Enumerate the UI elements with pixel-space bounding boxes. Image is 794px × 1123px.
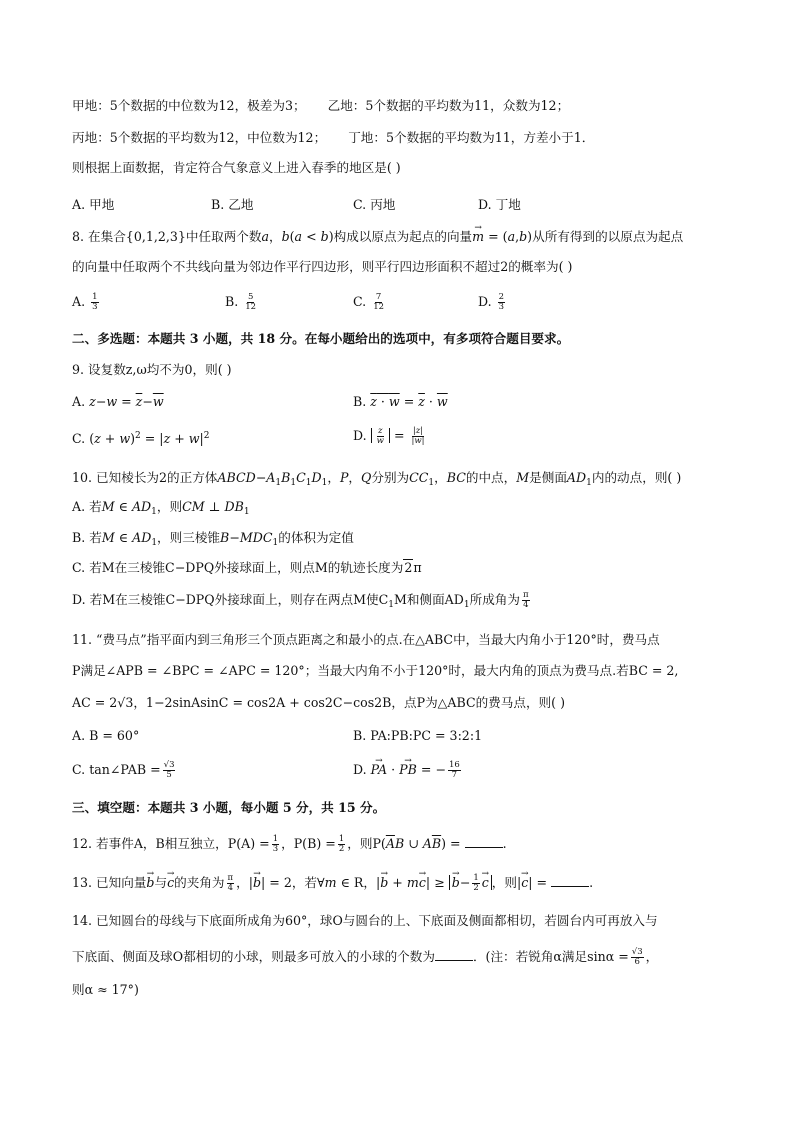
location-yi-condition: 乙地：5个数据的平均数为11，众数为12； — [327, 98, 570, 113]
q10-option-a: A. 若M ∈ $AD_1$，则CM ⊥ $DB_1$ — [72, 499, 250, 517]
q8-vector-m: → m — [472, 227, 484, 247]
q8-line-2: 的向量中任取两个不共线向量为邻边作平行四边形，则平行四边形面积不超过2的概率为( ) — [72, 259, 573, 274]
q9-option-b: B. $z \cdot w = \overline{z} \cdot \overline{w}$ — [353, 394, 448, 409]
q7-stem-line-1 — [72, 96, 569, 116]
q12-answer-blank[interactable] — [465, 835, 503, 848]
q8-text-part-3: 从所有得到的以原点为起点 — [532, 229, 684, 244]
q8-text-part-2: 构成以原点为起点的向量 — [333, 229, 473, 244]
q12-stem: 12. 若事件A，B相互独立，P(A) = $\frac{1}{3}$ ，P(B) = $\frac{1}{2}$ ，则$P(\overline{A}B$ ∪ $A\overline{B}$) = . — [72, 834, 507, 854]
q7-option-d: D. 丁地 — [478, 197, 521, 212]
q10-option-d: D. 若M在三棱锥C−DPQ外接球面上，则存在两点M使$C_1M$和侧面$AD_1$所成角为 $\frac{\pi}{4}$ — [72, 590, 529, 610]
q8-option-a: A. $\frac{1}{3}$ — [72, 292, 98, 312]
q14-answer-blank[interactable] — [435, 948, 473, 961]
q9-option-d: D. $\frac{z}{w}$ = $\frac{|z|}{|w|}$ — [353, 426, 425, 446]
q11-option-c: C. tan∠PAB = $\frac{√3}{5}$ — [72, 760, 175, 780]
q11-option-b: B. PA:PB:PC = 3:2:1 — [353, 728, 483, 743]
q9-option-c: C. $(z + w)^2 = |z + w|^2$ — [72, 431, 210, 446]
q14-stem-line-3: 则α ≈ 17°) — [72, 982, 139, 997]
q13-stem: 13. 已知向量→ b与→ c的夹角为 $\frac{\pi}{4}$ ，|→ b| = 2，若∀m ∈ R，|→ b + m→ c| ≥ → b− $\frac{1}{2}$ → c ，则|→ c| = . — [72, 873, 593, 893]
q10-text-3: 的中点， — [465, 470, 517, 485]
q11-stem-line-1: 11. “费马点”指平面内到三角形三个顶点距离之和最小的点.在△ABC中，当最大内角小于120°时，费马点 — [72, 632, 660, 647]
q7-option-b: B. 乙地 — [211, 197, 254, 212]
q7-option-c: C. 丙地 — [353, 197, 396, 212]
q7-question-line: 则根据上面数据，肯定符合气象意义上进入春季的地区是( ) — [72, 160, 401, 175]
q14-stem-line-2: 下底面、侧面及球O都相切的小球，则最多可放入的小球的个数为 ．(注：若锐角α满足sinα = $\frac{√3}{6}$ ， — [72, 947, 659, 967]
q8-option-d: D. $\frac{2}{3}$ — [478, 292, 505, 312]
q7-stem-line-2 — [72, 128, 594, 148]
q11-stem-line-2: P满足∠APB = ∠BPC = ∠APC = 120°；当最大内角不小于120°时，最大内角的顶点为费马点.若BC = 2, — [72, 663, 679, 678]
location-jia-condition: 甲地：5个数据的中位数为12，极差为3； — [72, 98, 306, 113]
q8-line-1: 8. 在集合{0,1,2,3}中任取两个数a，b(a < b)构成以原点为起点的向量→ m = (a,b)从所有得到的以原点为起点 — [72, 227, 683, 247]
location-ding-condition: 丁地：5个数据的平均数为11，方差小于1． — [348, 130, 595, 145]
q14-stem-line-1: 14. 已知圆台的母线与下底面所成角为60°，球O与圆台的上、下底面及侧面都相切，若圆台内可再放入与 — [72, 913, 658, 928]
q8-math-b: b — [281, 229, 290, 244]
q10-stem: 10. 已知棱长为2的正方体$ABCD-A_1B_1C_1D_1$，P，Q分别为$CC_1$，BC的中点，M是侧面$AD_1$内的动点，则( ) — [72, 470, 682, 488]
q8-text-part-1: 8. 在集合{0,1,2,3}中任取两个数 — [72, 229, 262, 244]
section-3-heading: 三、填空题：本题共 3 小题，每小题 5 分，共 15 分。 — [72, 800, 386, 815]
q10-option-b: B. 若M ∈ $AD_1$，则三棱锥$B-MDC_1$的体积为定值 — [72, 530, 354, 548]
q10-text-1: 10. 已知棱长为2的正方体 — [72, 470, 218, 485]
q8-math-a: a — [261, 229, 269, 244]
location-bing-condition: 丙地：5个数据的平均数为12，中位数为12； — [72, 130, 327, 145]
q9-option-a: A. $z-w = \overline{z}-\overline{w}$ — [72, 394, 164, 409]
section-2-heading: 二、多选题：本题共 3 小题，共 18 分。在每小题给出的选项中，有多项符合题目要求。 — [72, 331, 570, 346]
q10-text-2: 分别为 — [371, 470, 410, 485]
q11-option-d: D. → PA · → PB = − $\frac{16}{7}$ — [353, 760, 463, 780]
q11-option-a: A. B = 60° — [72, 728, 140, 743]
q9-stem: 9. 设复数z,ω均不为0，则( ) — [72, 362, 232, 377]
q11-stem-line-3: AC = 2√3，1−2sinAsinC = cos2A + cos2C−cos2B，点P为△ABC的费马点，则( ) — [72, 695, 565, 710]
q8-option-c: C. $\frac{7}{12}$ — [353, 292, 385, 312]
q10-text-4: 是侧面 — [529, 470, 567, 485]
q10-text-5: 内的动点，则( ) — [591, 470, 682, 485]
q10-option-c: C. 若M在三棱锥C−DPQ外接球面上，则点M的轨迹长度为2π — [72, 560, 422, 575]
q13-answer-blank[interactable] — [551, 874, 589, 887]
q7-option-a: A. 甲地 — [72, 197, 115, 212]
q8-option-b: B. $\frac{5}{12}$ — [225, 292, 257, 312]
